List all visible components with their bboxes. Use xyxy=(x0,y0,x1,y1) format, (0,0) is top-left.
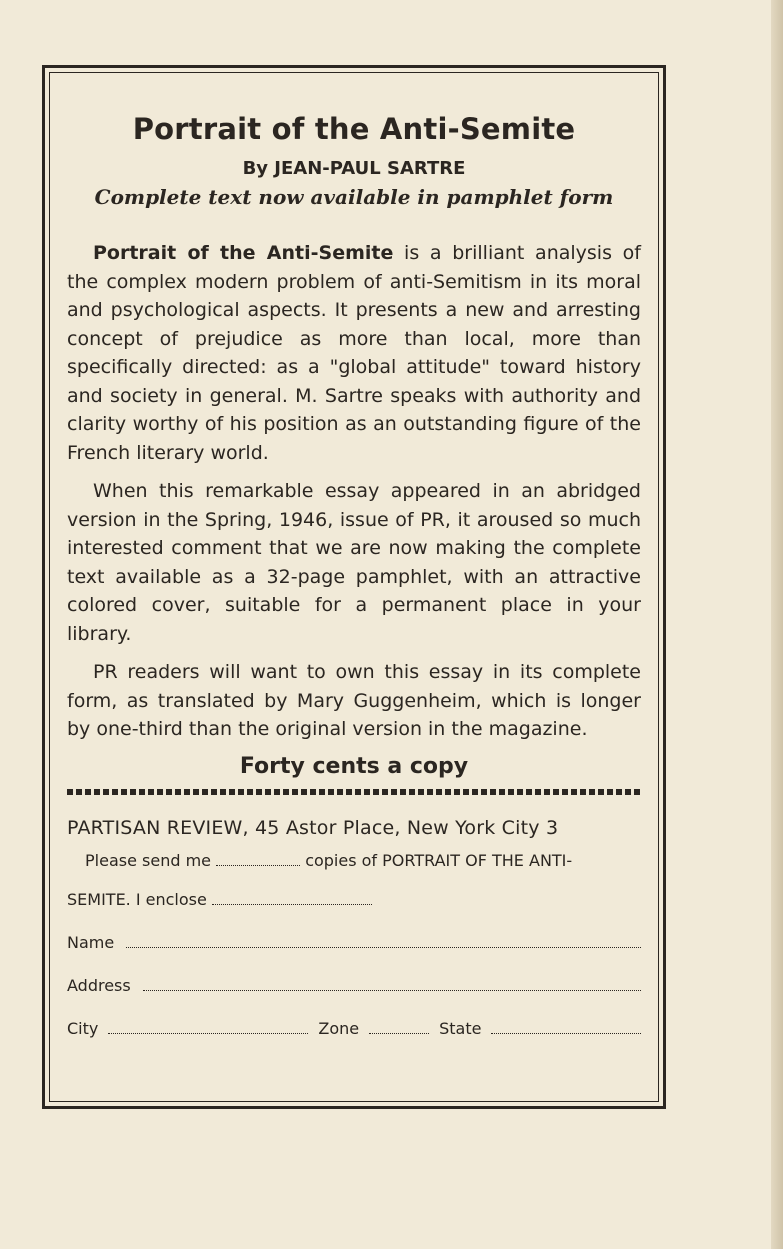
paragraph-3: PR readers will want to own this essay in its complete form, as translated by Mary Guggenheim, which is longer by one-third than the original version in the magazine. xyxy=(67,661,641,740)
ad-subtitle: Complete text now available in pamphlet form xyxy=(94,185,614,209)
price-line: Forty cents a copy xyxy=(239,753,469,779)
state-label: State xyxy=(439,1018,482,1038)
city-row xyxy=(67,1019,641,1038)
order-line-1-b: copies of PORTRAIT OF THE ANTI- xyxy=(305,850,573,870)
name-row xyxy=(67,933,641,952)
ad-title: Portrait of the Anti-Semite xyxy=(132,112,576,146)
address-blank[interactable] xyxy=(143,989,641,991)
name-label: Name xyxy=(67,932,115,952)
state-blank[interactable] xyxy=(491,1032,641,1034)
paragraph-1-lead: Portrait of the Anti-Semite xyxy=(93,242,394,264)
paragraph-1 xyxy=(67,239,641,467)
address-row xyxy=(67,976,641,995)
copies-blank[interactable] xyxy=(216,865,300,866)
city-blank[interactable] xyxy=(108,1032,308,1034)
city-label: City xyxy=(67,1018,99,1038)
ad-content xyxy=(67,112,641,1038)
zone-label: Zone xyxy=(318,1018,360,1038)
cut-line xyxy=(67,789,641,795)
zone-blank[interactable] xyxy=(369,1032,429,1034)
address-label: Address xyxy=(67,975,131,995)
ad-byline: By JEAN-PAUL SARTRE xyxy=(242,158,466,179)
order-line-2-text: SEMITE. I enclose xyxy=(67,889,207,909)
order-line-1-a: Please send me xyxy=(85,850,211,870)
name-blank[interactable] xyxy=(126,946,641,948)
paragraph-2: When this remarkable essay appeared in an abridged version in the Spring, 1946, issue of PR, it aroused so much interested comment that we are now making the complete text available as a 32-page pamphlet, with an attractive colored cover, suitable for a permanent place in your library. xyxy=(67,480,641,645)
order-line-1 xyxy=(67,851,641,870)
page-edge xyxy=(771,0,783,1249)
ad-frame xyxy=(42,65,666,1109)
paragraph-1-rest: is a brilliant analysis of the complex modern problem of anti-Semitism in its moral and psychological aspects. It presents a new and arresting concept of prejudice as more than local, more than specifically directed: as a "global attitude" toward history and society in general. M. Sartre speaks with authority and clarity worthy of his position as an outstanding figure of the French literary world. xyxy=(67,242,641,464)
order-line-2 xyxy=(67,890,641,909)
enclose-blank[interactable] xyxy=(212,904,372,905)
order-address: PARTISAN REVIEW, 45 Astor Place, New York City 3 xyxy=(67,816,559,839)
